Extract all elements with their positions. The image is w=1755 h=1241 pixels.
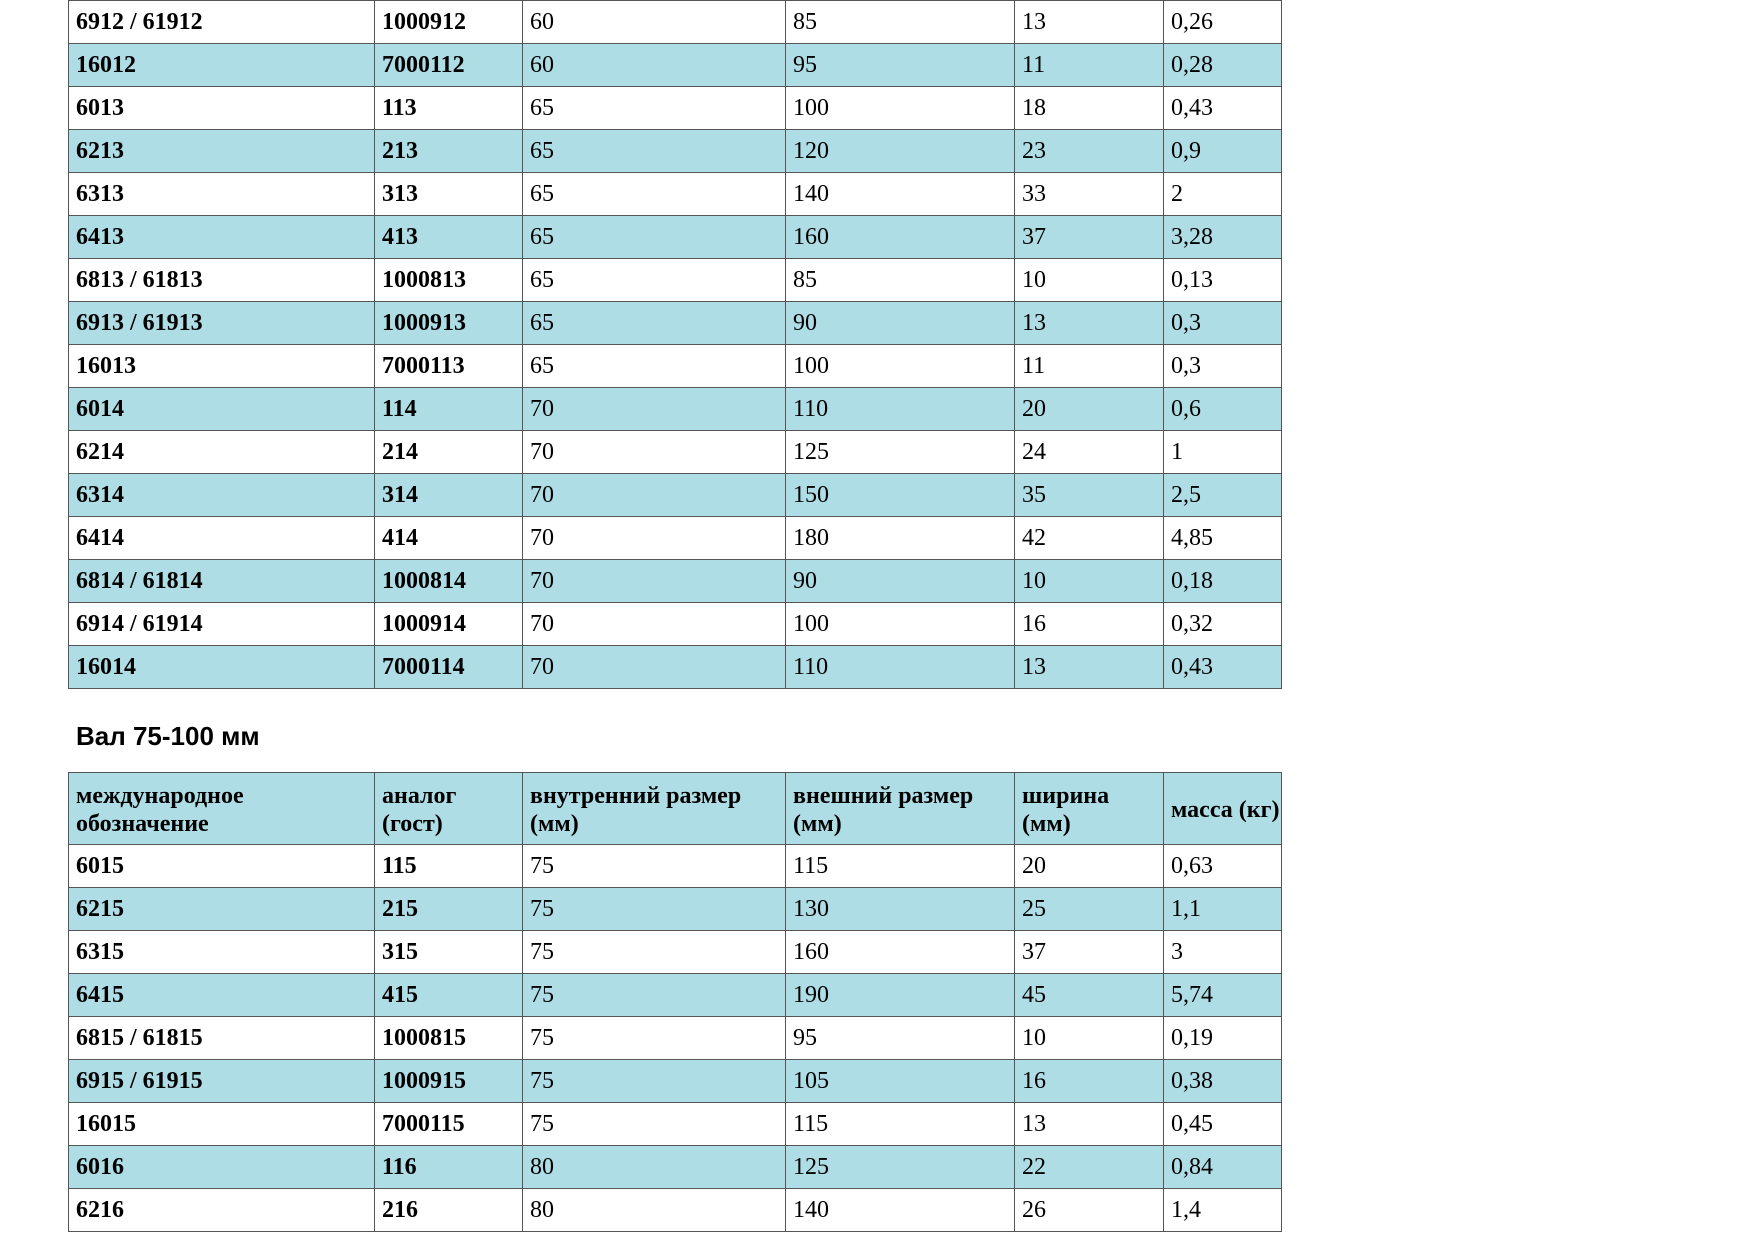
cell-gost-analog: 7000112	[375, 44, 523, 87]
cell-international-designation: 6213	[69, 130, 375, 173]
cell-mass: 1,1	[1164, 888, 1282, 931]
cell-width: 10	[1015, 1017, 1164, 1060]
cell-mass: 0,38	[1164, 1060, 1282, 1103]
cell-gost-analog: 1000813	[375, 259, 523, 302]
cell-inner-size: 80	[523, 1146, 786, 1189]
cell-gost-analog: 7000115	[375, 1103, 523, 1146]
cell-mass: 0,9	[1164, 130, 1282, 173]
cell-international-designation: 6413	[69, 216, 375, 259]
bearing-table-75-100-header	[69, 773, 1282, 845]
cell-width: 25	[1015, 888, 1164, 931]
cell-gost-analog: 1000814	[375, 560, 523, 603]
cell-inner-size: 75	[523, 974, 786, 1017]
header-gost-analog: аналог (гост)	[375, 773, 523, 845]
cell-international-designation: 6414	[69, 517, 375, 560]
cell-gost-analog: 1000912	[375, 1, 523, 44]
cell-outer-size: 100	[786, 87, 1015, 130]
cell-mass: 0,26	[1164, 1, 1282, 44]
cell-outer-size: 90	[786, 302, 1015, 345]
cell-international-designation: 6813 / 61813	[69, 259, 375, 302]
cell-outer-size: 125	[786, 431, 1015, 474]
cell-international-designation: 6014	[69, 388, 375, 431]
cell-outer-size: 110	[786, 388, 1015, 431]
cell-gost-analog: 415	[375, 974, 523, 1017]
cell-width: 13	[1015, 302, 1164, 345]
cell-international-designation: 6815 / 61815	[69, 1017, 375, 1060]
cell-inner-size: 75	[523, 1017, 786, 1060]
cell-width: 33	[1015, 173, 1164, 216]
cell-gost-analog: 214	[375, 431, 523, 474]
cell-inner-size: 70	[523, 474, 786, 517]
cell-international-designation: 6915 / 61915	[69, 1060, 375, 1103]
table-row	[69, 431, 1282, 474]
cell-outer-size: 110	[786, 646, 1015, 689]
cell-width: 37	[1015, 216, 1164, 259]
cell-inner-size: 65	[523, 216, 786, 259]
table-row	[69, 888, 1282, 931]
cell-mass: 0,63	[1164, 845, 1282, 888]
cell-mass: 2	[1164, 173, 1282, 216]
cell-outer-size: 95	[786, 1017, 1015, 1060]
cell-width: 20	[1015, 845, 1164, 888]
cell-outer-size: 95	[786, 44, 1015, 87]
cell-outer-size: 160	[786, 931, 1015, 974]
cell-inner-size: 65	[523, 87, 786, 130]
table-row	[69, 1017, 1282, 1060]
cell-gost-analog: 1000913	[375, 302, 523, 345]
bearing-table-75-100-body	[69, 845, 1282, 1232]
cell-width: 18	[1015, 87, 1164, 130]
cell-international-designation: 6214	[69, 431, 375, 474]
cell-mass: 0,43	[1164, 646, 1282, 689]
cell-inner-size: 70	[523, 560, 786, 603]
cell-width: 26	[1015, 1189, 1164, 1232]
bearing-table-60-70-body	[69, 1, 1282, 689]
cell-width: 13	[1015, 1, 1164, 44]
table-row	[69, 87, 1282, 130]
cell-outer-size: 115	[786, 1103, 1015, 1146]
cell-mass: 0,32	[1164, 603, 1282, 646]
cell-mass: 0,43	[1164, 87, 1282, 130]
cell-outer-size: 190	[786, 974, 1015, 1017]
table-header-row	[69, 773, 1282, 845]
cell-mass: 0,28	[1164, 44, 1282, 87]
cell-international-designation: 6913 / 61913	[69, 302, 375, 345]
table-row	[69, 1189, 1282, 1232]
table-row	[69, 1060, 1282, 1103]
cell-outer-size: 90	[786, 560, 1015, 603]
cell-international-designation: 6216	[69, 1189, 375, 1232]
header-mass: масса (кг)	[1164, 773, 1282, 845]
table-row	[69, 216, 1282, 259]
cell-international-designation: 6314	[69, 474, 375, 517]
cell-mass: 0,84	[1164, 1146, 1282, 1189]
cell-inner-size: 70	[523, 603, 786, 646]
cell-width: 13	[1015, 1103, 1164, 1146]
cell-outer-size: 125	[786, 1146, 1015, 1189]
cell-inner-size: 75	[523, 845, 786, 888]
cell-gost-analog: 313	[375, 173, 523, 216]
cell-gost-analog: 7000113	[375, 345, 523, 388]
cell-inner-size: 75	[523, 888, 786, 931]
cell-width: 10	[1015, 259, 1164, 302]
cell-international-designation: 16013	[69, 345, 375, 388]
cell-inner-size: 65	[523, 130, 786, 173]
cell-mass: 1,4	[1164, 1189, 1282, 1232]
cell-inner-size: 70	[523, 517, 786, 560]
cell-outer-size: 180	[786, 517, 1015, 560]
cell-international-designation: 16015	[69, 1103, 375, 1146]
table-row	[69, 646, 1282, 689]
cell-width: 20	[1015, 388, 1164, 431]
cell-gost-analog: 116	[375, 1146, 523, 1189]
cell-mass: 0,45	[1164, 1103, 1282, 1146]
cell-international-designation: 6315	[69, 931, 375, 974]
cell-international-designation: 6415	[69, 974, 375, 1017]
cell-width: 22	[1015, 1146, 1164, 1189]
cell-mass: 0,13	[1164, 259, 1282, 302]
cell-outer-size: 85	[786, 259, 1015, 302]
bearing-table-60-70	[68, 0, 1282, 689]
table-row	[69, 302, 1282, 345]
table-row	[69, 560, 1282, 603]
cell-inner-size: 60	[523, 44, 786, 87]
header-international-designation: международное обозначение	[69, 773, 375, 845]
cell-gost-analog: 1000915	[375, 1060, 523, 1103]
cell-width: 42	[1015, 517, 1164, 560]
cell-international-designation: 6313	[69, 173, 375, 216]
cell-inner-size: 70	[523, 388, 786, 431]
cell-width: 37	[1015, 931, 1164, 974]
table-row	[69, 974, 1282, 1017]
cell-gost-analog: 1000914	[375, 603, 523, 646]
cell-inner-size: 70	[523, 646, 786, 689]
cell-inner-size: 65	[523, 173, 786, 216]
cell-width: 16	[1015, 1060, 1164, 1103]
section-title: Вал 75-100 мм	[76, 721, 260, 751]
table-row	[69, 388, 1282, 431]
cell-outer-size: 140	[786, 1189, 1015, 1232]
cell-international-designation: 6016	[69, 1146, 375, 1189]
cell-international-designation: 6914 / 61914	[69, 603, 375, 646]
cell-mass: 0,6	[1164, 388, 1282, 431]
header-width: ширина (мм)	[1015, 773, 1164, 845]
cell-international-designation: 6013	[69, 87, 375, 130]
table-row	[69, 259, 1282, 302]
cell-gost-analog: 414	[375, 517, 523, 560]
cell-inner-size: 75	[523, 931, 786, 974]
table-row	[69, 130, 1282, 173]
table-row	[69, 44, 1282, 87]
cell-outer-size: 115	[786, 845, 1015, 888]
cell-outer-size: 130	[786, 888, 1015, 931]
cell-inner-size: 80	[523, 1189, 786, 1232]
cell-international-designation: 6814 / 61814	[69, 560, 375, 603]
cell-international-designation: 6912 / 61912	[69, 1, 375, 44]
cell-width: 11	[1015, 345, 1164, 388]
cell-outer-size: 100	[786, 603, 1015, 646]
cell-mass: 0,18	[1164, 560, 1282, 603]
cell-mass: 0,3	[1164, 345, 1282, 388]
cell-gost-analog: 1000815	[375, 1017, 523, 1060]
cell-gost-analog: 315	[375, 931, 523, 974]
cell-width: 10	[1015, 560, 1164, 603]
cell-mass: 1	[1164, 431, 1282, 474]
cell-international-designation: 6215	[69, 888, 375, 931]
cell-inner-size: 65	[523, 259, 786, 302]
cell-inner-size: 65	[523, 302, 786, 345]
cell-mass: 2,5	[1164, 474, 1282, 517]
table-row	[69, 931, 1282, 974]
cell-gost-analog: 213	[375, 130, 523, 173]
cell-international-designation: 6015	[69, 845, 375, 888]
cell-outer-size: 140	[786, 173, 1015, 216]
cell-width: 13	[1015, 646, 1164, 689]
cell-gost-analog: 7000114	[375, 646, 523, 689]
cell-international-designation: 16012	[69, 44, 375, 87]
table-row	[69, 1103, 1282, 1146]
cell-international-designation: 16014	[69, 646, 375, 689]
bearing-table-75-100	[68, 772, 1282, 1232]
cell-mass: 3	[1164, 931, 1282, 974]
table-row	[69, 1, 1282, 44]
cell-inner-size: 65	[523, 345, 786, 388]
cell-inner-size: 75	[523, 1103, 786, 1146]
cell-inner-size: 70	[523, 431, 786, 474]
cell-gost-analog: 114	[375, 388, 523, 431]
cell-gost-analog: 115	[375, 845, 523, 888]
header-inner-size: внутренний размер (мм)	[523, 773, 786, 845]
cell-outer-size: 150	[786, 474, 1015, 517]
cell-gost-analog: 314	[375, 474, 523, 517]
cell-outer-size: 160	[786, 216, 1015, 259]
cell-width: 16	[1015, 603, 1164, 646]
cell-outer-size: 105	[786, 1060, 1015, 1103]
cell-gost-analog: 215	[375, 888, 523, 931]
cell-mass: 0,3	[1164, 302, 1282, 345]
table-row	[69, 517, 1282, 560]
cell-width: 23	[1015, 130, 1164, 173]
table-row	[69, 603, 1282, 646]
cell-outer-size: 120	[786, 130, 1015, 173]
table-row	[69, 845, 1282, 888]
table-row	[69, 1146, 1282, 1189]
cell-mass: 5,74	[1164, 974, 1282, 1017]
cell-mass: 3,28	[1164, 216, 1282, 259]
cell-width: 24	[1015, 431, 1164, 474]
cell-inner-size: 75	[523, 1060, 786, 1103]
cell-mass: 4,85	[1164, 517, 1282, 560]
cell-gost-analog: 216	[375, 1189, 523, 1232]
cell-gost-analog: 113	[375, 87, 523, 130]
cell-inner-size: 60	[523, 1, 786, 44]
table-row	[69, 173, 1282, 216]
cell-width: 35	[1015, 474, 1164, 517]
table-row	[69, 345, 1282, 388]
cell-mass: 0,19	[1164, 1017, 1282, 1060]
cell-gost-analog: 413	[375, 216, 523, 259]
cell-outer-size: 85	[786, 1, 1015, 44]
cell-width: 45	[1015, 974, 1164, 1017]
table-row	[69, 474, 1282, 517]
cell-outer-size: 100	[786, 345, 1015, 388]
header-outer-size: внешний размер (мм)	[786, 773, 1015, 845]
cell-width: 11	[1015, 44, 1164, 87]
